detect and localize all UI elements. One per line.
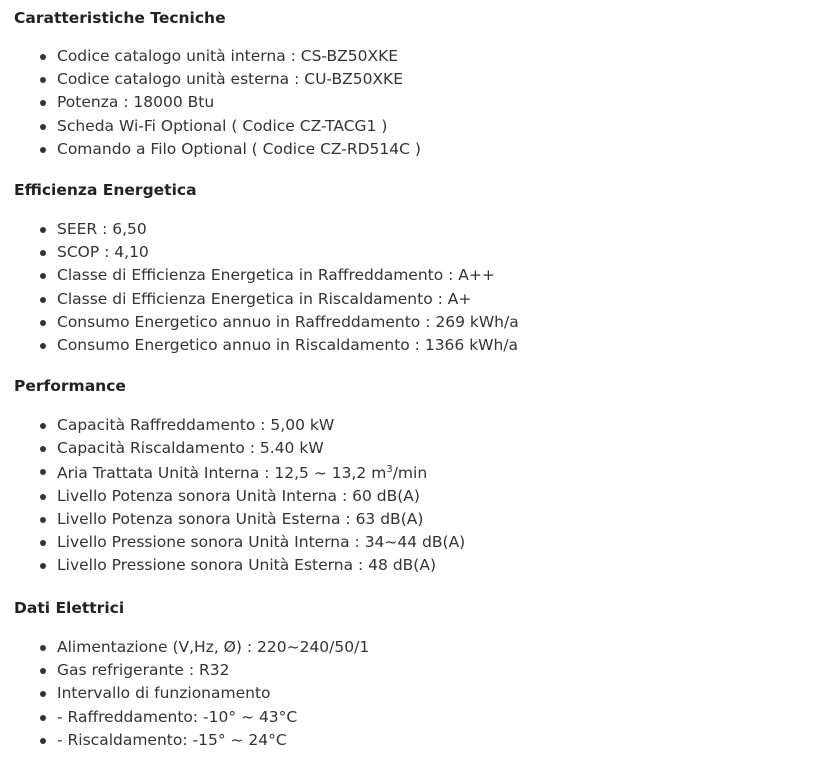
list-item: Gas refrigerante : R32	[14, 659, 369, 682]
list-item: Livello Potenza sonora Unità Esterna : 63 dB(A)	[14, 508, 465, 531]
list-item: Intervallo di funzionamento	[14, 682, 369, 705]
list-item-airflow	[14, 460, 465, 485]
list-item: SCOP : 4,10	[14, 241, 519, 264]
list-caratteristiche-tecniche	[14, 45, 421, 161]
airflow-text: Aria Trattata Unità Interna : 12,5 ~ 13,2 m	[57, 464, 387, 483]
list-item: Scheda Wi-Fi Optional ( Codice CZ-TACG1 )	[14, 115, 421, 138]
list-item: - Riscaldamento: -15° ~ 24°C	[14, 729, 369, 752]
list-item: Classe di Efficienza Energetica in Riscaldamento : A+	[14, 288, 519, 311]
list-item: Capacità Raffreddamento : 5,00 kW	[14, 414, 465, 437]
section-title-performance: Performance	[14, 377, 126, 395]
list-item: Alimentazione (V,Hz, Ø) : 220~240/50/1	[14, 636, 369, 659]
list-item: Livello Pressione sonora Unità Interna : 34~44 dB(A)	[14, 531, 465, 554]
list-item: SEER : 6,50	[14, 218, 519, 241]
list-efficienza-energetica	[14, 218, 519, 357]
list-item: Comando a Filo Optional ( Codice CZ-RD514C )	[14, 138, 421, 161]
list-item: - Raffreddamento: -10° ~ 43°C	[14, 706, 369, 729]
list-performance	[14, 414, 465, 578]
section-title-efficienza-energetica: Efficienza Energetica	[14, 181, 197, 199]
airflow-exponent: 3	[386, 464, 393, 476]
airflow-suffix: /min	[392, 464, 428, 483]
list-item: Consumo Energetico annuo in Riscaldamento : 1366 kWh/a	[14, 334, 519, 357]
section-title-caratteristiche-tecniche: Caratteristiche Tecniche	[14, 9, 226, 27]
list-item: Consumo Energetico annuo in Raffreddamento : 269 kWh/a	[14, 311, 519, 334]
section-title-dati-elettrici: Dati Elettrici	[14, 599, 125, 617]
list-item: Livello Potenza sonora Unità Interna : 60 dB(A)	[14, 485, 465, 508]
list-item: Capacità Riscaldamento : 5.40 kW	[14, 437, 465, 460]
list-item: Livello Pressione sonora Unità Esterna : 48 dB(A)	[14, 554, 465, 577]
list-dati-elettrici	[14, 636, 369, 752]
list-item: Potenza : 18000 Btu	[14, 91, 421, 114]
list-item: Codice catalogo unità interna : CS-BZ50XKE	[14, 45, 421, 68]
list-item: Codice catalogo unità esterna : CU-BZ50XKE	[14, 68, 421, 91]
list-item: Classe di Efficienza Energetica in Raffreddamento : A++	[14, 264, 519, 287]
